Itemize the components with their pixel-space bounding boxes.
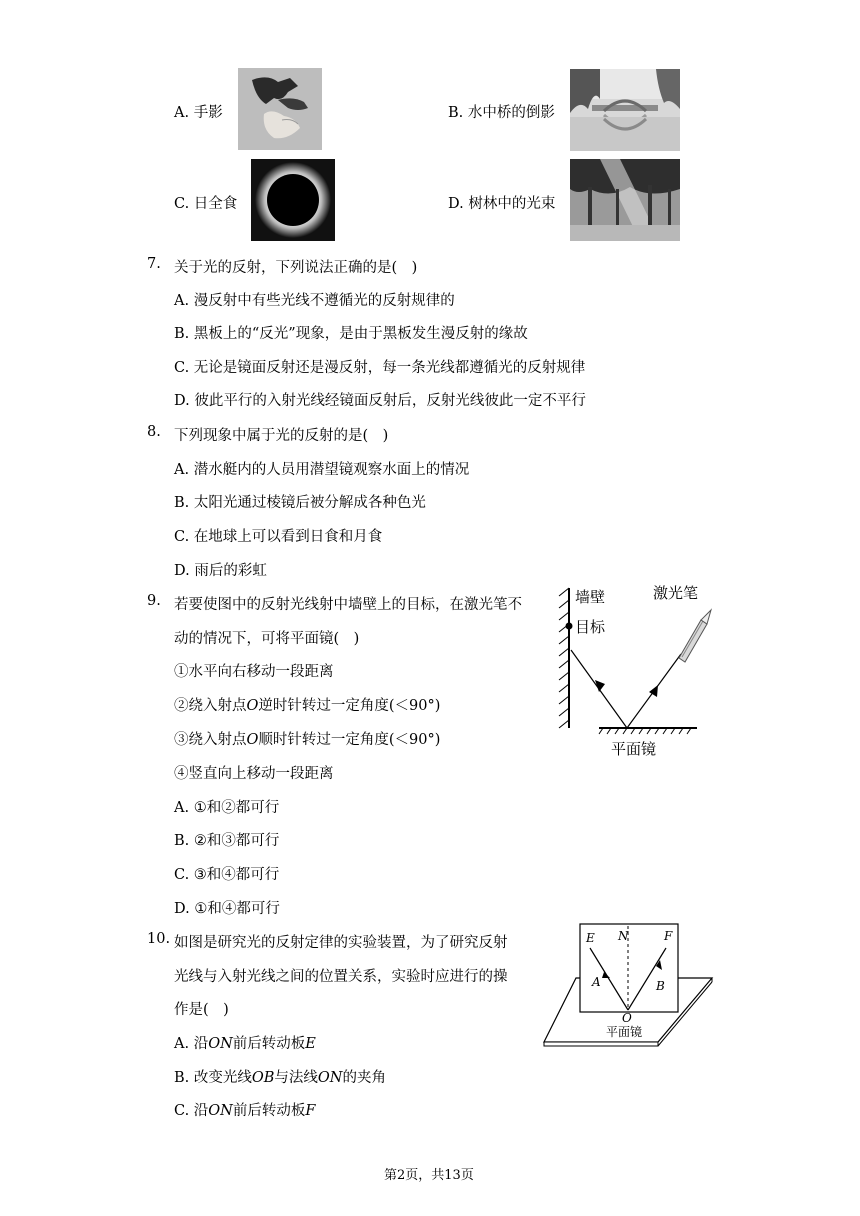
q9-item-3: ③绕入射点O顺时针转过一定角度(＜90°) (174, 732, 441, 748)
mirror-label: 平面镜 (606, 1025, 643, 1039)
mirror-label: 平面镜 (611, 741, 657, 758)
q7-option-b: B. 黑板上的“反光”现象，是由于黑板发生漫反射的缘故 (174, 326, 528, 342)
q10-stem-line1: 如图是研究光的反射定律的实验装置，为了研究反射 (174, 935, 508, 951)
q10-option-c: C. 沿ON前后转动板F (174, 1103, 316, 1119)
q9-number: 9. (147, 593, 161, 609)
q7-number: 7. (147, 256, 161, 272)
q8-stem: 下列现象中属于光的反射的是( ) (174, 428, 389, 444)
q9-option-a: A. ①和②都可行 (174, 800, 280, 816)
solar-eclipse-image (251, 159, 335, 241)
q9-stem-line1: 若要使图中的反射光线射中墙壁上的目标，在激光笔不 (174, 597, 522, 613)
q8-option-a: A. 潜水艇内的人员用潜望镜观察水面上的情况 (174, 462, 470, 478)
target-label: 目标 (575, 619, 606, 636)
q10-number: 10. (147, 931, 171, 947)
q9-item-1: ①水平向右移动一段距离 (174, 664, 334, 680)
q8-option-c: C. 在地球上可以看到日食和月食 (174, 529, 383, 545)
label-f: F (664, 929, 673, 943)
label-b: B (656, 979, 665, 993)
q10-stem-line3: 作是( ) (174, 1002, 229, 1018)
q10-option-a: A. 沿ON前后转动板E (174, 1036, 316, 1052)
q9-reflection-diagram (555, 580, 715, 760)
q9-item-2: ②绕入射点O逆时针转过一定角度(＜90°) (174, 698, 441, 714)
label-e: E (586, 931, 595, 945)
q7-stem: 关于光的反射，下列说法正确的是( ) (174, 260, 418, 276)
base-plane-edge (544, 1042, 658, 1046)
q8-number: 8. (147, 424, 161, 440)
bridge-reflection-image (570, 69, 680, 151)
forest-light-beam-image (570, 159, 680, 241)
wall-hatching (559, 588, 569, 728)
hand-shadow-image (238, 68, 322, 150)
target-dot (566, 623, 573, 630)
q7-option-a: A. 漫反射中有些光线不遵循光的反射规律的 (174, 293, 455, 309)
label-n: N (618, 929, 629, 943)
label-a: A (592, 975, 601, 989)
q6-option-a: A. 手影 (174, 105, 223, 121)
q9-option-b: B. ②和③都可行 (174, 833, 280, 849)
q9-option-d: D. ①和④都可行 (174, 901, 280, 917)
wall-label: 墙壁 (575, 589, 606, 606)
q9-item-4: ④竖直向上移动一段距离 (174, 766, 334, 782)
q6-option-b: B. 水中桥的倒影 (448, 105, 555, 121)
q6-option-d: D. 树林中的光束 (448, 196, 556, 212)
q8-option-d: D. 雨后的彩虹 (174, 563, 267, 579)
laser-pen-icon (679, 610, 711, 662)
laser-label: 激光笔 (653, 585, 699, 602)
q9-stem-line2: 动的情况下，可将平面镜( ) (174, 631, 360, 647)
label-o: O (622, 1011, 632, 1025)
q10-stem-line2: 光线与入射光线之间的位置关系，实验时应进行的操 (174, 969, 508, 985)
q9-option-c: C. ③和④都可行 (174, 867, 280, 883)
page-footer: 第2页，共13页 (384, 1168, 474, 1183)
q10-option-b: B. 改变光线OB与法线ON的夹角 (174, 1070, 386, 1086)
q7-option-c: C. 无论是镜面反射还是漫反射，每一条光线都遵循光的反射规律 (174, 360, 586, 376)
q6-option-c: C. 日全食 (174, 196, 238, 212)
q7-option-d: D. 彼此平行的入射光线经镜面反射后，反射光线彼此一定不平行 (174, 393, 586, 409)
q8-option-b: B. 太阳光通过棱镜后被分解成各种色光 (174, 495, 426, 511)
q10-experiment-diagram (540, 918, 720, 1048)
